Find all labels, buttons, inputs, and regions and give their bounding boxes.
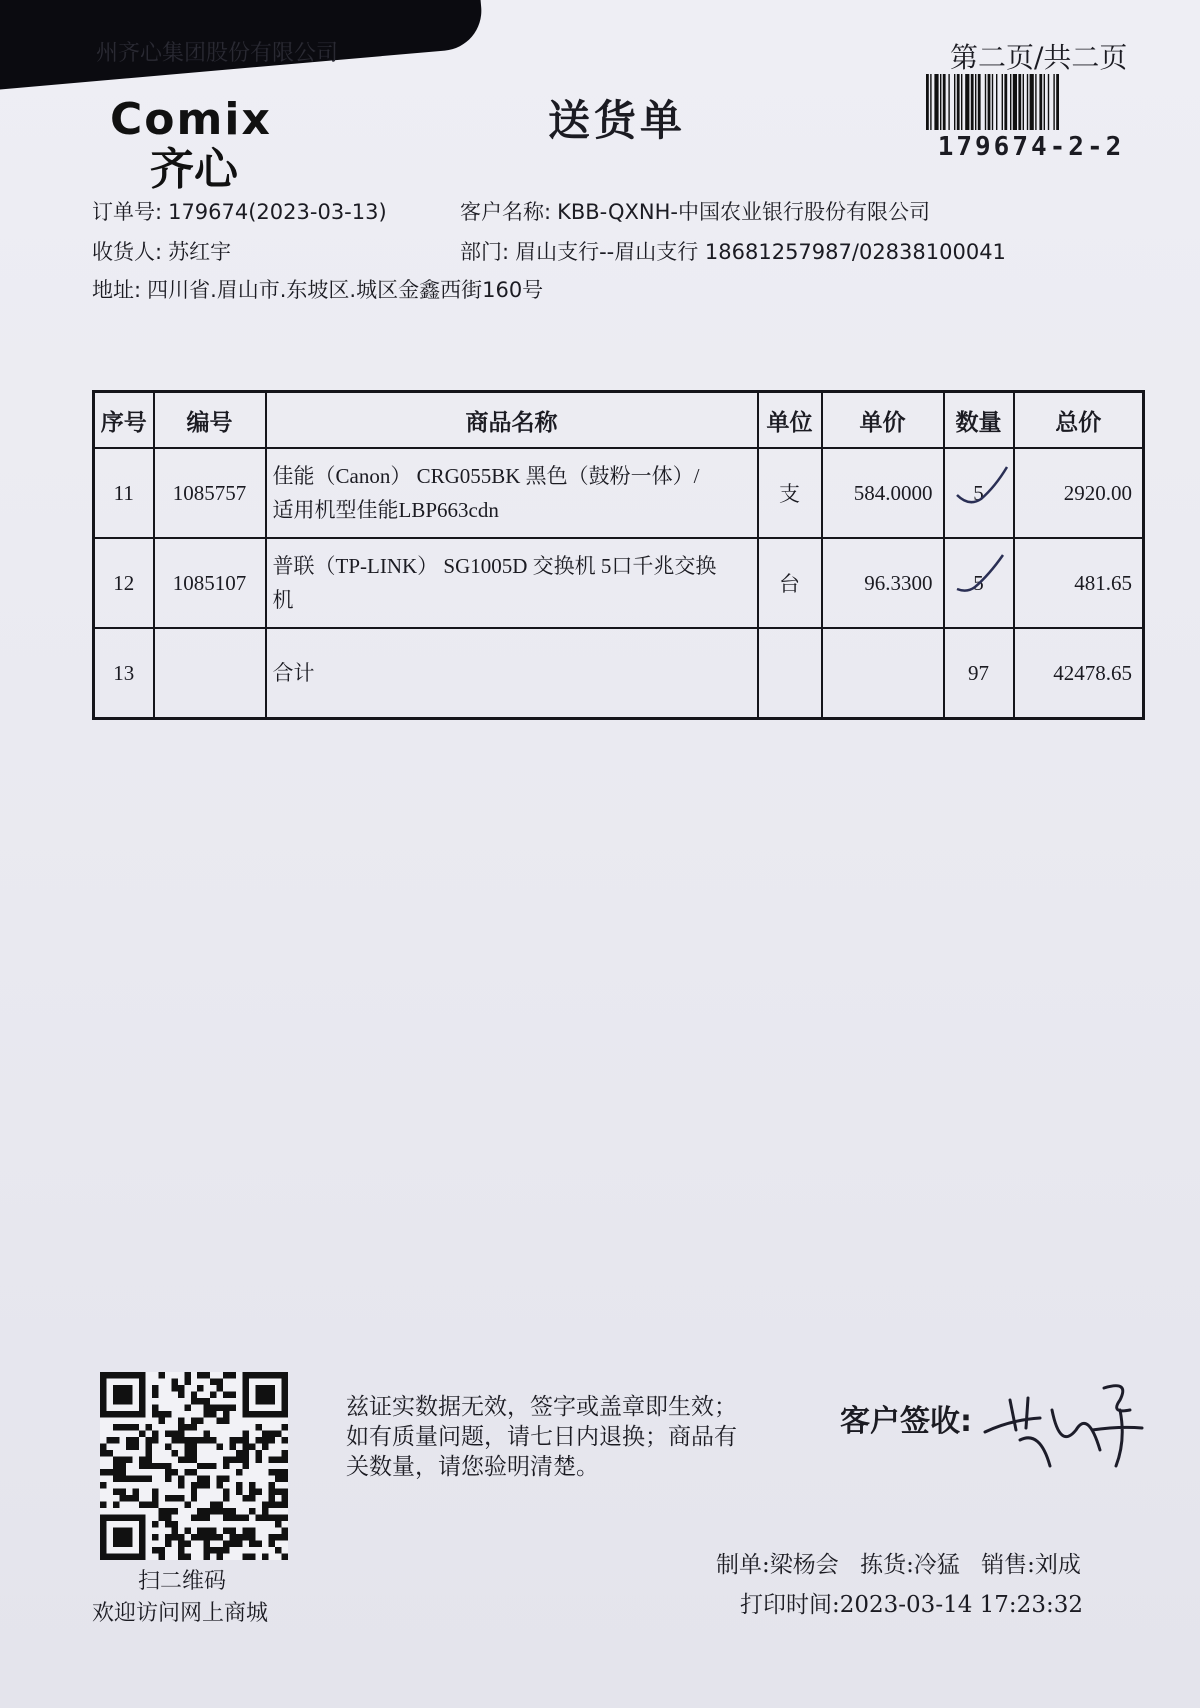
order-value: 179674(2023-03-13) xyxy=(168,200,387,224)
company-name: 州齐心集团股份有限公司 xyxy=(96,41,339,66)
barcode-number: 179674-2-2 xyxy=(937,132,1125,162)
receiver-label: 收货人: xyxy=(92,240,163,264)
address-info xyxy=(92,274,543,304)
comix-logo xyxy=(110,92,360,192)
header-qty: 数量 xyxy=(944,392,1014,449)
qty-with-tick xyxy=(949,571,1009,596)
receiver-info xyxy=(92,236,231,266)
cell-qty-value: 5 xyxy=(973,480,984,505)
picker: 拣货:冷猛 xyxy=(860,1552,960,1578)
cell-name-line2: 适用机型佳能LBP663cdn xyxy=(272,498,499,522)
cell-total: 2920.00 xyxy=(1014,448,1144,538)
cell-total: 481.65 xyxy=(1014,538,1144,628)
header-total: 总价 xyxy=(1014,392,1144,449)
department-info xyxy=(460,236,1006,266)
cell-qty: 97 xyxy=(944,628,1014,719)
cell-name-line1: 普联（TP-LINK） SG1005D 交换机 5口千兆交换 xyxy=(272,554,717,578)
cell-qty xyxy=(944,448,1014,538)
handwritten-check-mark xyxy=(955,459,1011,509)
cell-price: 96.3300 xyxy=(822,538,944,628)
cell-seq: 12 xyxy=(94,538,154,628)
cell-name xyxy=(266,628,758,719)
handwritten-check-mark xyxy=(955,549,1011,599)
barcode xyxy=(924,74,1138,130)
staff-info xyxy=(716,1546,1095,1579)
document-title: 送货单 xyxy=(548,96,687,145)
customer-info xyxy=(460,196,930,226)
cell-price: 584.0000 xyxy=(822,448,944,538)
header-name: 商品名称 xyxy=(266,392,758,449)
address-label: 地址: xyxy=(92,278,142,302)
sales: 销售:刘成 xyxy=(981,1552,1081,1578)
department-value: 眉山支行--眉山支行 18681257987/02838100041 xyxy=(515,240,1006,264)
items-table xyxy=(92,390,1145,720)
cell-code xyxy=(154,628,266,719)
cell-unit xyxy=(758,628,822,719)
order-info xyxy=(92,196,387,226)
header-seq: 序号 xyxy=(94,392,154,449)
cell-name-line1: 佳能（Canon） CRG055BK 黑色（鼓粉一体）/ xyxy=(272,464,700,488)
qr-caption-mall: 欢迎访问网上商城 xyxy=(92,1601,269,1626)
logo-cn-text: 齐心 xyxy=(150,144,238,192)
cell-seq: 11 xyxy=(94,448,154,538)
logo-text: Comix xyxy=(110,94,272,145)
customer-value: KBB-QXNH-中国农业银行股份有限公司 xyxy=(557,200,931,224)
address-value: 四川省.眉山市.东坡区.城区金鑫西街160号 xyxy=(147,278,544,302)
cell-unit: 台 xyxy=(758,538,822,628)
cell-name-line1: 合计 xyxy=(272,661,315,685)
header-code: 编号 xyxy=(154,392,266,449)
header-unit: 单位 xyxy=(758,392,822,449)
cell-seq: 13 xyxy=(94,628,154,719)
handwritten-signature xyxy=(980,1370,1150,1480)
customer-label: 客户名称: xyxy=(460,200,552,224)
order-label: 订单号: xyxy=(92,200,163,224)
qr-code xyxy=(100,1372,288,1560)
page-indicator: 第二页/共二页 xyxy=(950,41,1128,74)
cell-name-line2: 机 xyxy=(272,588,294,612)
cell-code: 1085757 xyxy=(154,448,266,538)
cell-total: 42478.65 xyxy=(1014,628,1144,719)
print-time: 打印时间:2023-03-14 17:23:32 xyxy=(740,1592,1083,1618)
maker: 制单:梁杨会 xyxy=(716,1552,839,1578)
qty-with-tick xyxy=(949,481,1009,506)
notice-text: 兹证实数据无效，签字或盖章即生效；如有质量问题，请七日内退换；商品有关数量，请您验明清楚。 xyxy=(346,1394,737,1480)
table-header-row xyxy=(94,392,1144,449)
table-row xyxy=(94,538,1144,628)
receiver-value: 苏红宇 xyxy=(168,240,232,264)
signature-label: 客户签收: xyxy=(840,1404,972,1439)
table-row-total xyxy=(94,628,1144,719)
department-label: 部门: xyxy=(460,240,510,264)
table-row xyxy=(94,448,1144,538)
cell-name xyxy=(266,538,758,628)
cell-qty xyxy=(944,538,1014,628)
cell-qty-value: 5 xyxy=(973,570,984,595)
header-price: 单价 xyxy=(822,392,944,449)
cell-code: 1085107 xyxy=(154,538,266,628)
qr-caption-scan: 扫二维码 xyxy=(138,1569,227,1594)
cell-name xyxy=(266,448,758,538)
cell-price xyxy=(822,628,944,719)
cell-unit: 支 xyxy=(758,448,822,538)
